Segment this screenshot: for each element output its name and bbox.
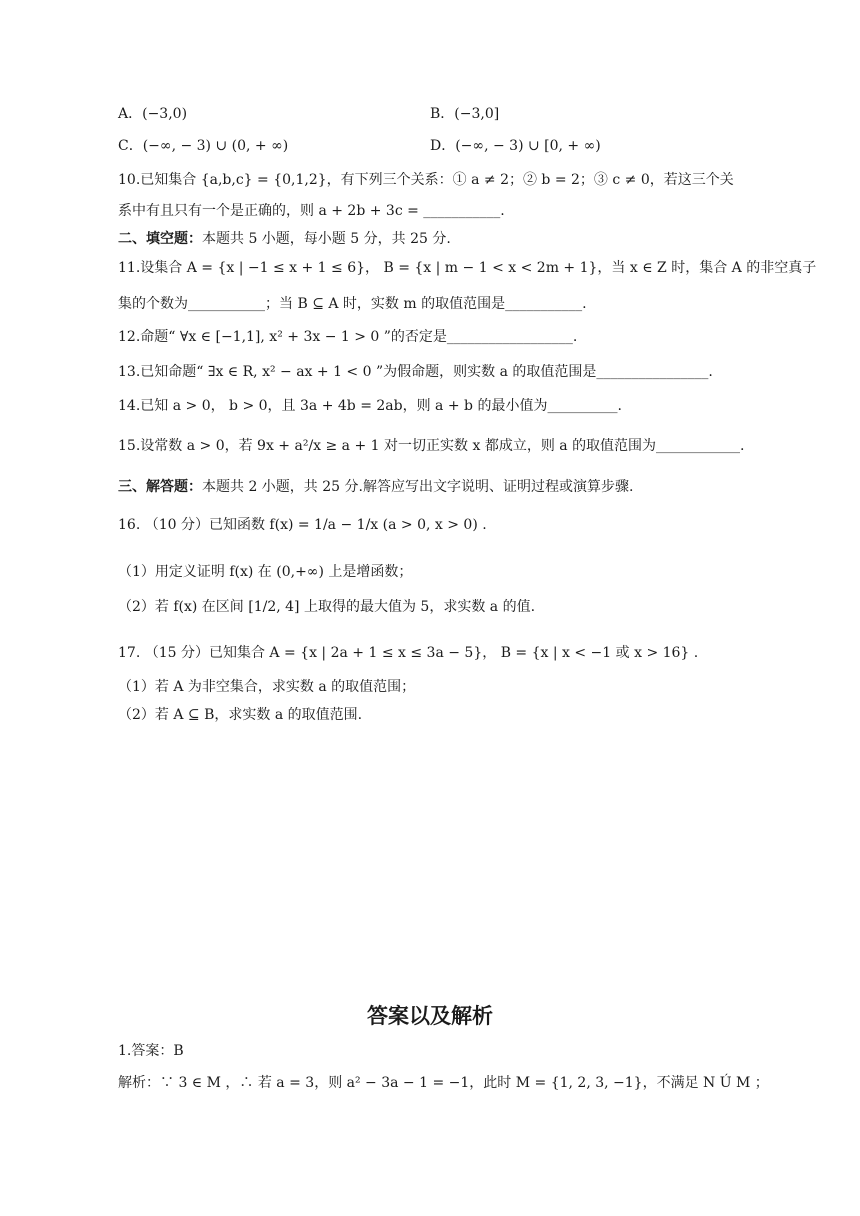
question-17-part-2: （2）若 A ⊆ B，求实数 a 的取值范围. <box>118 707 363 723</box>
option-b: B．(−3,0] <box>430 106 500 122</box>
option-c: C．(−∞, − 3) ∪ (0, + ∞) <box>118 138 289 154</box>
question-11-line-1: 11.设集合 A = {x | −1 ≤ x + 1 ≤ 6}， B = {x | m − 1 < x < 2m + 1}，当 x ∈ Z 时，集合 A 的非空真子 <box>118 260 817 276</box>
question-16-part-2: （2）若 f(x) 在区间 [1/2, 4] 上取得的最大值为 5，求实数 a 的值. <box>118 599 536 615</box>
question-17-part-1: （1）若 A 为非空集合，求实数 a 的取值范围； <box>118 679 416 695</box>
question-13: 13.已知命题“ ∃x ∈ R, x² − ax + 1 < 0 ”为假命题，则实数 a 的取值范围是________________. <box>118 364 713 380</box>
answer-1: 1.答案：B <box>118 1043 184 1059</box>
option-a: A．(−3,0) <box>118 106 188 122</box>
section-3-heading: 三、解答题： <box>118 479 202 495</box>
question-16-part-1: （1）用定义证明 f(x) 在 (0,+∞) 上是增函数； <box>118 564 413 580</box>
question-11-line-2: 集的个数为___________；当 B ⊆ A 时，实数 m 的取值范围是___________. <box>118 296 587 312</box>
question-14: 14.已知 a > 0， b > 0，且 3a + 4b = 2ab，则 a + b 的最小值为__________. <box>118 398 622 414</box>
option-d: D．(−∞, − 3) ∪ [0, + ∞) <box>430 138 601 154</box>
question-16-stem: 16. （10 分）已知函数 f(x) = 1/a − 1/x (a > 0, x > 0) . <box>118 517 487 533</box>
question-15: 15.设常数 a > 0，若 9x + a²/x ≥ a + 1 对一切正实数 x 都成立，则 a 的取值范围为____________. <box>118 438 745 454</box>
question-17-stem: 17. （15 分）已知集合 A = {x | 2a + 1 ≤ x ≤ 3a − 5}， B = {x | x < −1 或 x > 16} . <box>118 645 699 661</box>
question-12: 12.命题“ ∀x ∈ [−1,1], x² + 3x − 1 > 0 ”的否定是__________________. <box>118 329 578 345</box>
section-3-text: 本题共 2 小题，共 25 分.解答应写出文字说明、证明过程或演算步骤. <box>202 479 634 495</box>
section-3-header <box>118 477 633 497</box>
answer-1-explanation: 解析：∵ 3 ∈ M ，∴ 若 a = 3，则 a² − 3a − 1 = −1，此时 M = {1, 2, 3, −1}，不满足 N Ú M ； <box>118 1075 769 1091</box>
question-10-line-2: 系中有且只有一个是正确的，则 a + 2b + 3c = ___________. <box>118 203 505 219</box>
section-2-header <box>118 229 451 249</box>
answers-title: 答案以及解析 <box>367 1004 493 1028</box>
section-2-heading: 二、填空题： <box>118 231 202 247</box>
question-10-line-1: 10.已知集合 {a,b,c} = {0,1,2}，有下列三个关系：① a ≠ 2；② b = 2；③ c ≠ 0，若这三个关 <box>118 172 734 188</box>
section-2-text: 本题共 5 小题，每小题 5 分，共 25 分. <box>202 231 451 247</box>
